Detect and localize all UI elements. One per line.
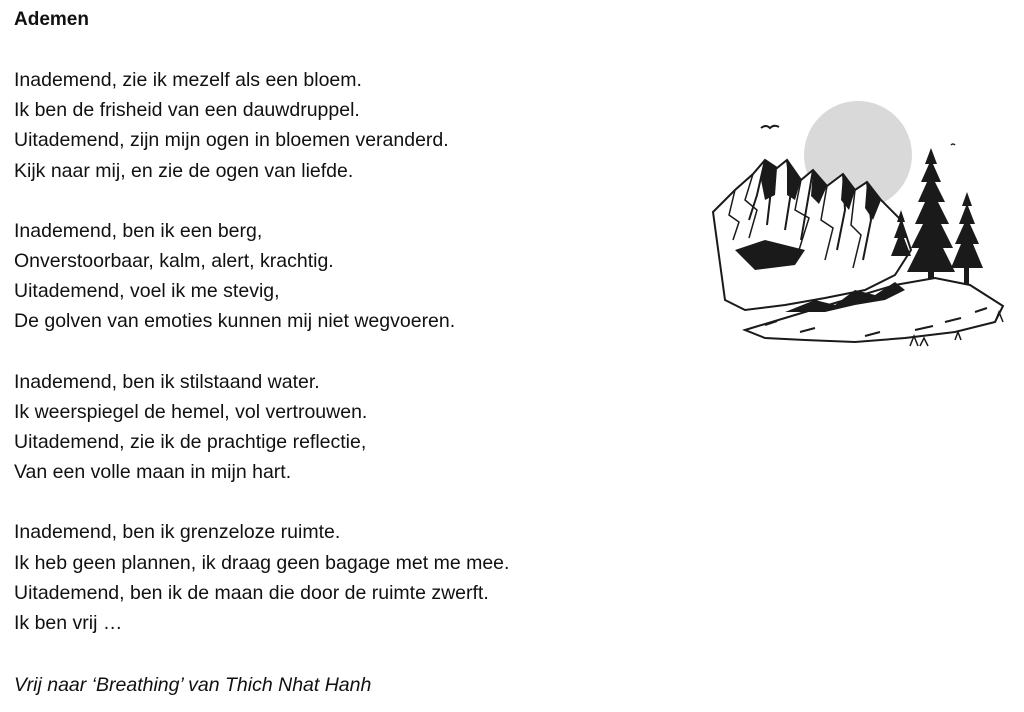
stanza-3 bbox=[14, 367, 694, 488]
poem-line: Kijk naar mij, en zie de ogen van liefde. bbox=[14, 159, 354, 182]
poem-attribution: Vrij naar ‘Breathing’ van Thich Nhat Hanh bbox=[14, 674, 372, 696]
poem-title: Ademen bbox=[14, 9, 89, 30]
pine-tree-icon bbox=[951, 192, 983, 284]
mountain-landscape-illustration bbox=[705, 100, 1010, 355]
poem-line: Inademend, ben ik grenzeloze ruimte. bbox=[14, 521, 341, 544]
poem-line: Uitademend, zijn mijn ogen in bloemen veranderd. bbox=[14, 129, 449, 152]
stanza-2 bbox=[14, 216, 694, 337]
poem-line: Ik ben vrij … bbox=[14, 612, 123, 635]
poem-line: Ik ben de frisheid van een dauwdruppel. bbox=[14, 99, 360, 122]
poem-line: Ik weerspiegel de hemel, vol vertrouwen. bbox=[14, 400, 368, 423]
poem-line: De golven van emoties kunnen mij niet wegvoeren. bbox=[14, 310, 456, 333]
poem-line: Inademend, ben ik stilstaand water. bbox=[14, 370, 320, 393]
poem-line: Uitademend, zie ik de prachtige reflectie, bbox=[14, 431, 367, 454]
bird-icon bbox=[761, 126, 779, 128]
pine-tree-icon bbox=[907, 148, 955, 290]
poem-body bbox=[14, 65, 694, 668]
stanza-4 bbox=[14, 517, 694, 638]
bird-icon bbox=[951, 144, 955, 145]
poem-line: Inademend, ben ik een berg, bbox=[14, 219, 263, 242]
poem-line: Onverstoorbaar, kalm, alert, krachtig. bbox=[14, 250, 334, 273]
stanza-1 bbox=[14, 65, 694, 186]
poem-line: Inademend, zie ik mezelf als een bloem. bbox=[14, 69, 362, 91]
poem-line: Uitademend, ben ik de maan die door de ruimte zwerft. bbox=[14, 581, 489, 604]
poem-line: Uitademend, voel ik me stevig, bbox=[14, 280, 280, 303]
poem-line: Ik heb geen plannen, ik draag geen bagage met me mee. bbox=[14, 551, 510, 574]
poem-line: Van een volle maan in mijn hart. bbox=[14, 461, 292, 484]
